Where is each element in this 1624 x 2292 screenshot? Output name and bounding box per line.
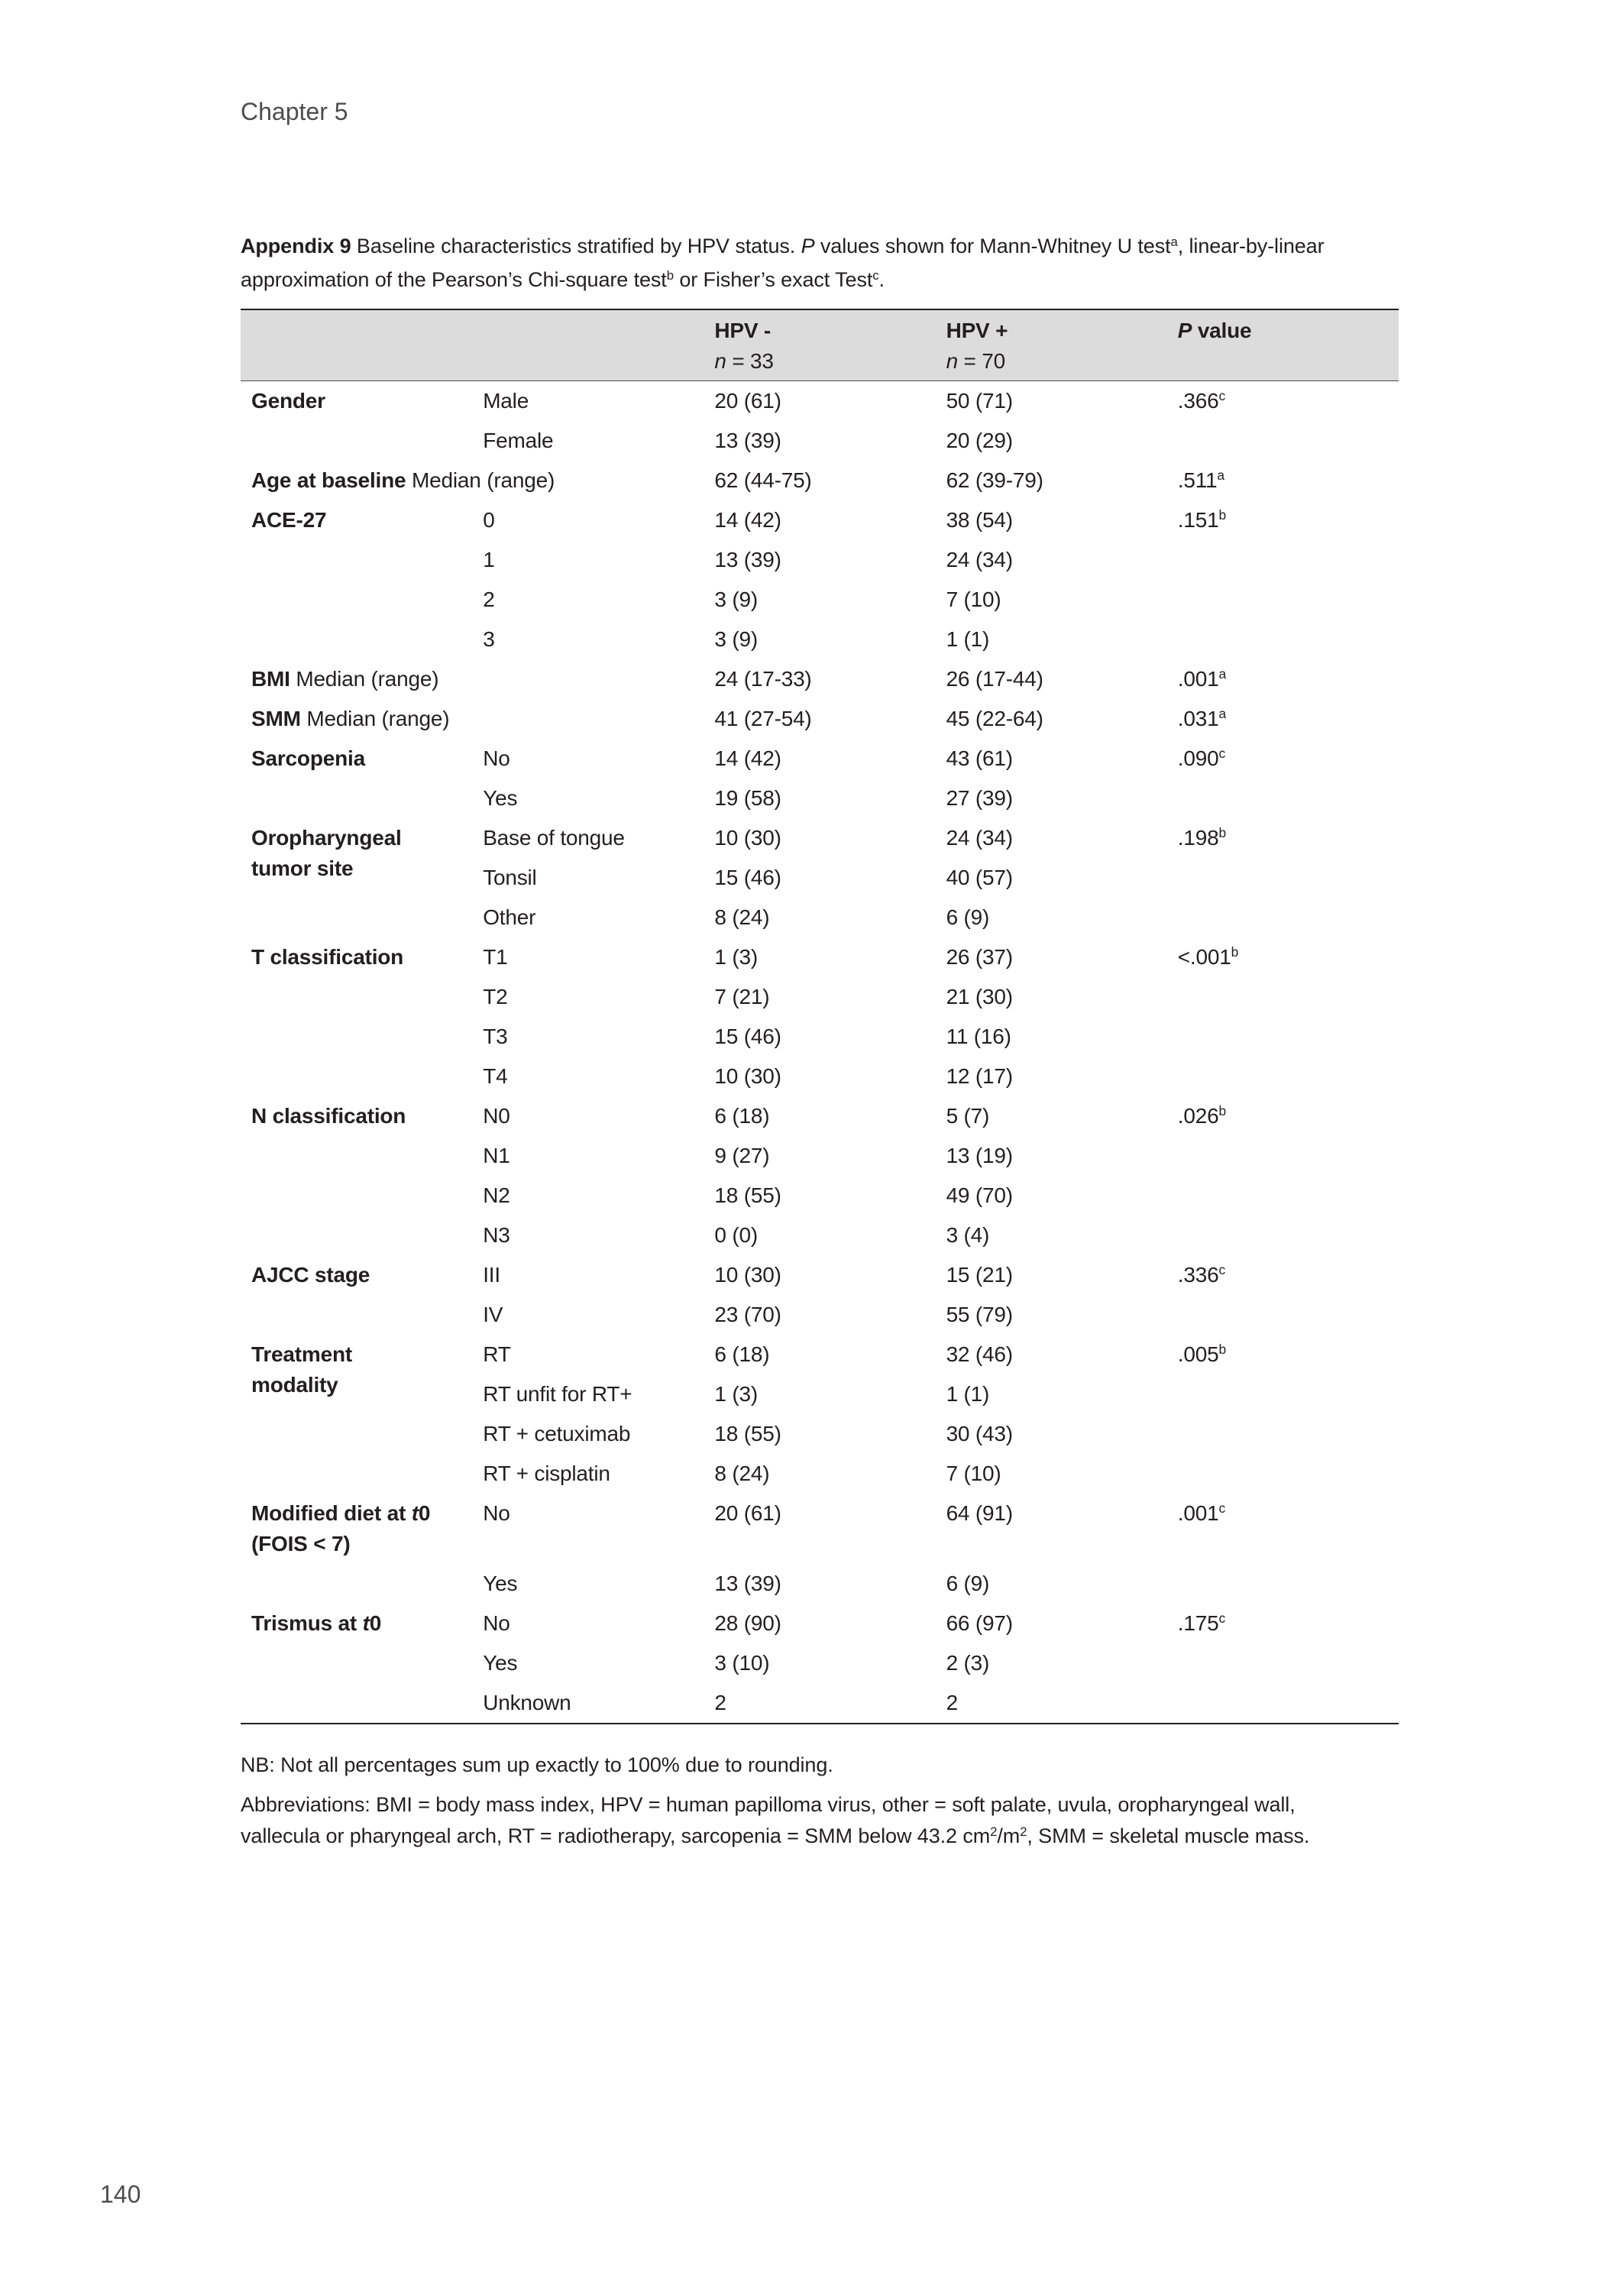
superscript: 2	[990, 1824, 998, 1839]
category-cell: No	[483, 1501, 510, 1525]
p-value: .366	[1177, 389, 1219, 413]
hpv-positive-cell: 24 (34)	[946, 826, 1013, 850]
p-value-cell	[1167, 1295, 1399, 1335]
hpv-positive-cell: 50 (71)	[946, 389, 1013, 413]
hpv-negative-cell: 20 (61)	[714, 389, 781, 413]
hpv-negative-cell: 14 (42)	[714, 746, 781, 770]
hpv-negative-cell: 6 (18)	[714, 1104, 770, 1128]
p-value-cell	[1167, 620, 1399, 659]
hpv-positive-cell: 20 (29)	[946, 429, 1013, 452]
hpv-negative-cell: 10 (30)	[714, 1263, 781, 1287]
hpv-positive-cell: 21 (30)	[946, 985, 1013, 1008]
p-value-cell	[1167, 977, 1399, 1017]
group-label-text: 0	[369, 1611, 382, 1635]
table-body	[241, 381, 1399, 1724]
hpv-positive-cell: 49 (70)	[946, 1183, 1013, 1207]
running-head: Chapter 5	[241, 98, 348, 125]
category-cell: N0	[483, 1104, 510, 1128]
hpv-negative-cell: 23 (70)	[714, 1303, 781, 1326]
group-label-cell	[241, 739, 472, 818]
header-hpv-positive	[936, 309, 1167, 381]
hpv-positive-cell: 5 (7)	[946, 1104, 990, 1128]
hpv-negative-cell: 9 (27)	[714, 1144, 770, 1167]
p-value-test-superscript: b	[1218, 1342, 1226, 1358]
hpv-positive-cell: 45 (22-64)	[946, 707, 1043, 730]
p-value: .336	[1177, 1263, 1219, 1287]
p-value: .175	[1177, 1611, 1219, 1635]
group-label-line	[251, 505, 464, 536]
table-header	[241, 309, 1399, 381]
caption-text: or Fisher’s exact Test	[673, 268, 873, 291]
group-label-cell	[241, 381, 472, 461]
hpv-negative-cell: 15 (46)	[714, 1025, 781, 1048]
group-label-cell	[241, 1335, 472, 1494]
p-value-cell	[1167, 540, 1399, 580]
p-value-test-superscript: b	[1218, 507, 1226, 523]
hpv-positive-cell: 40 (57)	[946, 866, 1013, 889]
category-cell: RT + cetuximab	[483, 1422, 631, 1445]
hpv-positive-cell: 11 (16)	[946, 1025, 1011, 1048]
group-label-text: Oropharyngeal	[251, 826, 402, 850]
hpv-negative-cell: 7 (21)	[714, 985, 770, 1008]
group-label-text: Median (range)	[290, 667, 439, 691]
p-value-test-superscript: a	[1218, 706, 1226, 722]
hpv-positive-cell: 7 (10)	[946, 588, 1001, 611]
abbreviations-text: vallecula or pharyngeal arch, RT = radiotherapy, sarcopenia = SMM below 43.2 cm	[241, 1824, 991, 1847]
group-label-text: Age at baseline	[251, 468, 406, 492]
p-value: .511	[1177, 468, 1218, 492]
hpv-positive-cell: 6 (9)	[946, 1572, 990, 1595]
group-label-text: ACE-27	[251, 508, 327, 532]
category-cell: 3	[483, 627, 495, 651]
hpv-negative-cell: 62 (44-75)	[714, 468, 812, 492]
category-cell: Male	[483, 389, 529, 413]
header-empty-cell	[241, 309, 472, 381]
category-cell: Yes	[483, 1651, 518, 1675]
group-label-text: modality	[251, 1373, 338, 1397]
abbreviations-line	[241, 1821, 1399, 1852]
hpv-negative-cell: 14 (42)	[714, 508, 781, 532]
abbreviations-line: Abbreviations: BMI = body mass index, HPV = human papilloma virus, other = soft palate, uvula, oropharyngeal wall,	[241, 1793, 1296, 1816]
p-value: .026	[1177, 1104, 1219, 1128]
category-cell: Yes	[483, 786, 518, 810]
p-value-cell	[1167, 500, 1399, 540]
category-cell: III	[483, 1263, 500, 1287]
group-label-text: tumor site	[251, 856, 354, 880]
group-label-text: t	[362, 1611, 370, 1635]
table-row	[241, 381, 1399, 422]
hpv-positive-cell: 27 (39)	[946, 786, 1013, 810]
table-caption	[241, 229, 1399, 296]
p-value-cell	[1167, 1335, 1399, 1374]
p-value-test-superscript: c	[1218, 1500, 1225, 1517]
category-cell: IV	[483, 1303, 503, 1326]
p-value-test-superscript: a	[1217, 468, 1224, 484]
p-value-cell	[1167, 858, 1399, 898]
group-label-cell	[241, 659, 704, 699]
hpv-positive-cell: 7 (10)	[946, 1462, 1001, 1485]
n-symbol: n	[714, 349, 726, 373]
category-cell: N3	[483, 1223, 510, 1247]
p-value-cell	[1167, 739, 1399, 779]
hpv-negative-cell: 1 (3)	[714, 1382, 758, 1406]
table-row	[241, 699, 1399, 739]
hpv-negative-cell: 13 (39)	[714, 429, 781, 452]
abbreviations-text: /m	[997, 1824, 1021, 1847]
category-cell: 1	[483, 548, 495, 571]
hpv-negative-cell: 3 (9)	[714, 588, 758, 611]
group-label-cell	[241, 818, 472, 937]
group-label-text: N classification	[251, 1104, 406, 1128]
p-value-cell	[1167, 381, 1399, 422]
p-value-test-superscript: c	[1218, 388, 1225, 404]
hpv-positive-cell: 2	[946, 1691, 958, 1714]
hpv-negative-cell: 10 (30)	[714, 826, 781, 850]
p-value-cell	[1167, 898, 1399, 937]
p-value-test-superscript: b	[1218, 825, 1226, 841]
hpv-positive-cell: 43 (61)	[946, 746, 1013, 770]
hpv-positive-cell: 62 (39-79)	[946, 468, 1043, 492]
hpv-positive-cell: 26 (37)	[946, 945, 1013, 969]
group-label-line	[251, 1608, 464, 1639]
group-label-line	[251, 853, 464, 884]
group-label-cell	[241, 461, 704, 500]
hpv-negative-cell: 8 (24)	[714, 1462, 770, 1485]
hpv-negative-cell: 3 (9)	[714, 627, 758, 651]
table-row	[241, 1494, 1399, 1564]
group-label-text: SMM	[251, 707, 301, 730]
page-number: 140	[100, 2180, 141, 2208]
group-label-text: BMI	[251, 667, 290, 691]
hpv-negative-cell: 13 (39)	[714, 1572, 781, 1595]
hpv-negative-cell: 2	[714, 1691, 726, 1714]
group-label-line	[251, 1370, 464, 1400]
category-cell: Female	[483, 429, 554, 452]
group-label-line	[251, 664, 696, 694]
hpv-negative-cell: 18 (55)	[714, 1422, 781, 1445]
hpv-positive-cell: 26 (17-44)	[946, 667, 1043, 691]
p-value-cell	[1167, 779, 1399, 818]
p-value-cell	[1167, 1255, 1399, 1295]
caption-label: Appendix 9	[241, 235, 351, 257]
category-cell: Unknown	[483, 1691, 571, 1714]
p-value-test-superscript: c	[1218, 1611, 1225, 1627]
category-cell: N2	[483, 1183, 510, 1207]
group-label-line	[251, 386, 464, 416]
hpv-negative-cell: 28 (90)	[714, 1611, 781, 1635]
n-symbol: n	[946, 349, 958, 373]
category-cell: T1	[483, 945, 508, 969]
p-value-cell	[1167, 1176, 1399, 1216]
category-cell: Base of tongue	[483, 826, 625, 850]
p-value-cell	[1167, 1643, 1399, 1683]
caption-text: approximation of the Pearson’s Chi-square test	[241, 268, 667, 291]
group-label-cell	[241, 1604, 472, 1724]
table-row	[241, 1604, 1399, 1643]
hpv-positive-cell: 3 (4)	[946, 1223, 990, 1247]
table-row	[241, 1255, 1399, 1295]
table-row	[241, 739, 1399, 779]
table-notes	[241, 1748, 1399, 1852]
p-value: .198	[1177, 826, 1219, 850]
caption-text: values shown for Mann-Whitney U test	[814, 235, 1171, 257]
hpv-negative-cell: 20 (61)	[714, 1501, 781, 1525]
hpv-positive-cell: 1 (1)	[946, 627, 990, 651]
hpv-positive-cell: 64 (91)	[946, 1501, 1013, 1525]
header-p-value	[1167, 309, 1399, 381]
group-label-line	[251, 465, 696, 496]
table-row	[241, 1564, 1399, 1604]
group-label-text: Sarcopenia	[251, 746, 365, 770]
caption-text: Baseline characteristics stratified by HPV status.	[351, 235, 801, 257]
category-cell: 0	[483, 508, 495, 532]
group-label-text: Treatment	[251, 1342, 353, 1366]
hpv-positive-cell: 24 (34)	[946, 548, 1013, 571]
group-label-cell	[241, 1255, 472, 1335]
p-value-cell	[1167, 1017, 1399, 1057]
hpv-positive-cell: 30 (43)	[946, 1422, 1013, 1445]
group-label-line	[251, 823, 464, 853]
hpv-negative-cell: 24 (17-33)	[714, 667, 812, 691]
hpv-negative-cell: 6 (18)	[714, 1342, 770, 1366]
group-label-text: Median (range)	[300, 707, 450, 730]
header-hpv-negative	[704, 309, 935, 381]
group-label-cell	[241, 937, 472, 1096]
category-cell: Tonsil	[483, 866, 537, 889]
header-hpv-negative-title: HPV -	[714, 319, 772, 342]
group-label-line	[251, 743, 464, 774]
p-value-cell	[1167, 1096, 1399, 1136]
caption-line	[241, 229, 1399, 263]
category-cell: RT	[483, 1342, 511, 1366]
group-label-cell	[241, 500, 472, 659]
table-row	[241, 818, 1399, 858]
hpv-positive-cell: 2 (3)	[946, 1651, 990, 1675]
p-value-cell	[1167, 1564, 1399, 1604]
hpv-positive-cell: 12 (17)	[946, 1064, 1013, 1088]
p-value-cell	[1167, 1374, 1399, 1414]
group-label-line	[251, 1529, 464, 1559]
table-row	[241, 937, 1399, 977]
p-value-test-superscript: c	[1218, 746, 1225, 762]
abbreviations-text: , SMM = skeletal muscle mass.	[1027, 1824, 1310, 1847]
n-value: = 70	[957, 349, 1005, 373]
rounding-note: NB: Not all percentages sum up exactly to 100% due to rounding.	[241, 1753, 833, 1776]
group-label-line	[251, 942, 464, 973]
p-value-cell	[1167, 1683, 1399, 1724]
p-value-cell	[1167, 421, 1399, 461]
hpv-negative-cell: 10 (30)	[714, 1064, 781, 1088]
p-value-cell	[1167, 1057, 1399, 1096]
caption-text: .	[878, 268, 885, 291]
hpv-positive-cell: 13 (19)	[946, 1144, 1013, 1167]
group-label-line	[251, 1498, 464, 1529]
p-value-cell	[1167, 1414, 1399, 1454]
p-value-test-superscript: b	[1218, 1103, 1226, 1119]
p-value: .031	[1177, 707, 1219, 730]
p-value-test-superscript: b	[1231, 944, 1239, 960]
hpv-positive-cell: 38 (54)	[946, 508, 1013, 532]
hpv-positive-cell: 1 (1)	[946, 1382, 990, 1406]
caption-text: , linear-by-linear	[1177, 235, 1325, 257]
group-label-text: Trismus at	[251, 1611, 363, 1635]
p-value-test-superscript: a	[1218, 666, 1226, 682]
category-cell: T3	[483, 1025, 508, 1048]
hpv-positive-cell: 6 (9)	[946, 905, 990, 929]
p-value-cell	[1167, 1454, 1399, 1494]
p-value-cell	[1167, 818, 1399, 858]
group-label-text: T classification	[251, 945, 404, 969]
caption-superscript: b	[666, 267, 674, 283]
group-label-cell	[241, 1494, 472, 1564]
caption-superscript: c	[872, 267, 879, 283]
header-hpv-positive-title: HPV +	[946, 319, 1008, 342]
category-cell: 2	[483, 588, 495, 611]
hpv-negative-cell: 18 (55)	[714, 1183, 781, 1207]
category-cell: T2	[483, 985, 508, 1008]
p-value: .151	[1177, 508, 1219, 532]
p-value-cell	[1167, 659, 1399, 699]
category-cell: No	[483, 1611, 510, 1635]
hpv-positive-cell: 15 (21)	[946, 1263, 1013, 1287]
category-cell: N1	[483, 1144, 510, 1167]
p-value-cell	[1167, 1604, 1399, 1643]
p-value: <.001	[1177, 945, 1231, 969]
table-row	[241, 1096, 1399, 1136]
group-label-text: 0	[418, 1501, 431, 1525]
group-label-text: AJCC stage	[251, 1263, 370, 1287]
p-value-text: value	[1192, 319, 1252, 342]
caption-p-symbol: P	[801, 235, 815, 257]
p-symbol: P	[1177, 319, 1192, 342]
category-cell: RT unfit for RT+	[483, 1382, 632, 1406]
hpv-negative-cell: 0 (0)	[714, 1223, 758, 1247]
group-label-text: Median (range)	[406, 468, 555, 492]
hpv-negative-cell: 8 (24)	[714, 905, 770, 929]
hpv-negative-cell: 3 (10)	[714, 1651, 770, 1675]
group-label-text: Modified diet at	[251, 1501, 412, 1525]
p-value-test-superscript: c	[1218, 1262, 1225, 1278]
p-value-cell	[1167, 699, 1399, 739]
group-label-line	[251, 1339, 464, 1370]
group-label-line	[251, 1101, 464, 1131]
category-cell: Other	[483, 905, 536, 929]
table-row	[241, 500, 1399, 540]
group-label-cell	[241, 699, 704, 739]
table-row	[241, 1335, 1399, 1374]
hpv-negative-cell: 13 (39)	[714, 548, 781, 571]
hpv-positive-cell: 55 (79)	[946, 1303, 1013, 1326]
category-cell: No	[483, 746, 510, 770]
p-value: .001	[1177, 667, 1219, 691]
hpv-negative-cell: 15 (46)	[714, 866, 781, 889]
hpv-negative-cell: 19 (58)	[714, 786, 781, 810]
header-row	[241, 309, 1399, 381]
group-label-line	[251, 1260, 464, 1290]
table-row	[241, 461, 1399, 500]
p-value-cell	[1167, 580, 1399, 620]
hpv-positive-cell: 32 (46)	[946, 1342, 1013, 1366]
p-value: .001	[1177, 1501, 1219, 1525]
p-value-cell	[1167, 461, 1399, 500]
superscript: 2	[1020, 1824, 1027, 1839]
group-label-text: Gender	[251, 389, 325, 413]
category-cell: RT + cisplatin	[483, 1462, 610, 1485]
caption-superscript: a	[1170, 234, 1178, 249]
group-label-cell	[241, 1564, 472, 1604]
group-label-cell	[241, 1096, 472, 1255]
n-value: = 33	[726, 349, 774, 373]
p-value-cell	[1167, 937, 1399, 977]
hpv-negative-cell: 1 (3)	[714, 945, 758, 969]
header-hpv-positive-n	[946, 346, 1160, 377]
header-empty-cell	[472, 309, 704, 381]
p-value: .090	[1177, 746, 1219, 770]
hpv-positive-cell: 66 (97)	[946, 1611, 1013, 1635]
p-value-cell	[1167, 1216, 1399, 1255]
hpv-negative-cell: 41 (27-54)	[714, 707, 812, 730]
category-cell: Yes	[483, 1572, 518, 1595]
p-value-cell	[1167, 1136, 1399, 1176]
group-label-text: t	[411, 1501, 419, 1525]
group-label-text: (FOIS < 7)	[251, 1532, 351, 1556]
p-value: .005	[1177, 1342, 1219, 1366]
p-value-cell	[1167, 1494, 1399, 1564]
group-label-line	[251, 704, 696, 734]
baseline-characteristics-table	[241, 309, 1399, 1724]
caption-line	[241, 263, 1399, 296]
table-row	[241, 659, 1399, 699]
header-hpv-negative-n	[714, 346, 927, 377]
category-cell: T4	[483, 1064, 508, 1088]
